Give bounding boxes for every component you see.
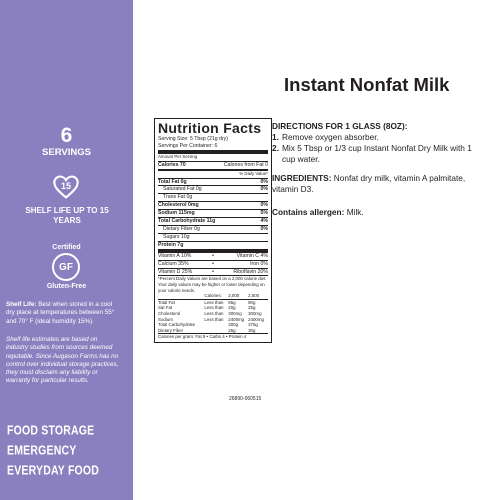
disclaimer: Shelf life estimates are based on industry studies from sources deemed reputable. Since Augason Farms has no control over individual storage practices, they must disclaim any liability or warranty for particular results. xyxy=(6,336,119,385)
gluten-free-label: Gluten-Free xyxy=(46,283,87,290)
servings-per-container: Servings Per Container: 6 xyxy=(158,142,218,149)
ingredients xyxy=(272,173,482,195)
vitamin-row xyxy=(158,260,268,268)
table-header-cell: Calories: xyxy=(204,293,228,299)
table-cell: Less than xyxy=(204,305,224,311)
table-cell: Total Fat xyxy=(158,299,175,305)
directions-list xyxy=(272,132,482,165)
table-cell: Dietary Fiber xyxy=(158,327,184,333)
table-cell: Cholesterol xyxy=(158,310,181,316)
step-number: 1. xyxy=(272,132,279,142)
shelf-life-badge-number: 15 xyxy=(60,181,71,191)
amount-per-serving: Amount Per Serving xyxy=(158,150,268,161)
vitamin-cell: • xyxy=(212,252,214,259)
gluten-free-icon xyxy=(52,253,80,281)
footer-food-storage: FOOD STORAGE xyxy=(7,423,95,438)
vitamin-row xyxy=(158,268,268,276)
daily-values-table xyxy=(158,293,268,333)
calories-from-fat: Calories from Fat 0 xyxy=(223,161,268,168)
nutrient-label: Trans Fat 0g xyxy=(163,194,193,201)
table-cell: 2400mg xyxy=(248,316,264,322)
table-cell: 375g xyxy=(248,322,258,328)
directions-heading: DIRECTIONS FOR 1 GLASS (8OZ): xyxy=(272,121,408,131)
table-header-cell: 2,500 xyxy=(248,293,268,299)
vitamin-cell: Vitamin A 10% xyxy=(158,252,192,259)
daily-value-header: % Daily Value* xyxy=(158,169,268,178)
direction-step xyxy=(272,143,482,165)
nutrient-label: Protein 7g xyxy=(158,241,184,248)
vitamin-cell: Vitamin C 4% xyxy=(236,252,268,259)
vitamin-cell: Iron 0% xyxy=(250,260,268,267)
product-title: Instant Nonfat Milk xyxy=(284,74,450,95)
table-cell: 300g xyxy=(228,322,239,328)
table-cell: 2400mg xyxy=(228,316,245,322)
vitamin-cell: Vitamin D 25% xyxy=(158,268,193,275)
table-cell: 20g xyxy=(228,305,236,311)
table-cell: 300mg xyxy=(248,310,262,316)
nutrient-row xyxy=(158,193,268,201)
step-text: Mix 5 Tbsp or 1/3 cup Instant Nonfat Dry Milk with 1 cup water. xyxy=(282,143,472,164)
table-cell: Less than xyxy=(204,316,224,322)
nutrient-rows xyxy=(158,178,268,249)
table-header-cell: 2,000 xyxy=(228,293,248,299)
nutrient-row xyxy=(158,209,268,217)
direction-step xyxy=(272,132,482,143)
footnote: *Percent Daily Values are based on a 2,000 calorie diet. Your daily values may be higher or lower depending on your calorie needs. xyxy=(158,276,267,293)
ingredients-heading: INGREDIENTS: xyxy=(272,173,332,183)
nutrient-row xyxy=(158,233,268,241)
nutrient-row xyxy=(158,178,268,186)
nutrient-row xyxy=(158,201,268,209)
nutrient-row xyxy=(158,241,268,249)
step-number: 2. xyxy=(272,143,279,153)
heart-icon xyxy=(52,173,80,201)
table-cell: 25g xyxy=(228,327,236,333)
nutrient-label: Sodium 115mg xyxy=(158,210,195,217)
directions xyxy=(272,121,482,165)
table-cell: 300mg xyxy=(228,310,242,316)
nutrient-dv: 0% xyxy=(260,225,268,232)
calories-row xyxy=(158,161,268,169)
shelf-life-heading: Shelf Life: xyxy=(6,301,37,308)
table-cell: Sat Fat xyxy=(158,305,173,311)
shelf-life-label: SHELF LIFE UP TO 15 YEARS xyxy=(25,206,109,225)
table-cell: 25g xyxy=(248,305,256,311)
servings-label: SERVINGS xyxy=(42,147,91,158)
allergen-text: Milk. xyxy=(346,207,364,217)
footer-emergency: EMERGENCY xyxy=(7,443,77,458)
vitamin-cell: Calcium 35% xyxy=(158,260,189,267)
calories-per-gram: Calories per gram: Fat 9 • Carbs 4 • Protein 4 xyxy=(158,333,268,340)
certified-label: Certified xyxy=(52,244,81,251)
table-cell: Less than xyxy=(204,299,224,305)
vitamins-section xyxy=(158,249,268,276)
vitamin-cell: • xyxy=(212,260,214,267)
nutrient-label: Dietary Fiber 0g xyxy=(163,225,200,232)
nutrient-dv: 4% xyxy=(260,218,268,225)
table-cell: 65g xyxy=(228,299,236,305)
allergen-heading: Contains allergen: xyxy=(272,207,345,217)
nutrient-row xyxy=(158,217,268,225)
shelf-life-text: Best when stored in a cool dry place at temperatures between 55° and 70° F (ideal humidity 15%). xyxy=(6,301,115,325)
vitamin-row xyxy=(158,253,268,260)
nutrient-row xyxy=(158,225,268,233)
vitamin-cell: • xyxy=(212,268,214,275)
nutrient-dv: 0% xyxy=(260,186,268,193)
nutrient-label: Cholesterol 0mg xyxy=(158,202,199,209)
ingredients-text: Nonfat dry milk, vitamin A palmitate, vitamin D3. xyxy=(272,173,466,194)
nutrient-label: Saturated Fat 0g xyxy=(163,186,202,193)
servings-count: 6 xyxy=(60,124,73,147)
footer-everyday-food: EVERYDAY FOOD xyxy=(7,463,100,478)
nutrient-dv: 5% xyxy=(260,210,268,217)
vitamin-cell: Riboflavin 20% xyxy=(233,268,268,275)
table-cell: 30g xyxy=(248,327,256,333)
allergen xyxy=(272,207,482,218)
table-cell: Sodium xyxy=(158,316,173,322)
sidebar xyxy=(0,0,133,500)
nutrient-label: Total Fat 0g xyxy=(158,178,187,185)
product-code: 26890-060515 xyxy=(229,396,262,402)
nutrient-dv: 0% xyxy=(260,202,268,209)
nutrient-label: Sugars 10g xyxy=(163,233,190,240)
nutrient-dv: 0% xyxy=(260,178,268,185)
nutrient-row xyxy=(158,185,268,193)
table-row xyxy=(158,311,268,317)
nutrition-facts-title: Nutrition Facts xyxy=(158,120,262,136)
nutrition-facts-panel xyxy=(154,118,272,343)
nutrient-label: Total Carbohydrate 11g xyxy=(158,218,216,225)
shelf-life-note xyxy=(6,301,121,326)
step-text: Remove oxygen absorber. xyxy=(282,132,379,142)
gluten-free-badge-text: GF xyxy=(59,261,73,273)
calories: Calories 70 xyxy=(158,161,186,168)
table-cell: Total Carbohydrate xyxy=(158,322,196,328)
table-cell: Less than xyxy=(204,310,224,316)
serving-size: Serving Size: 5 Tbsp (21g dry) xyxy=(158,136,228,142)
table-cell: 80g xyxy=(248,299,256,305)
